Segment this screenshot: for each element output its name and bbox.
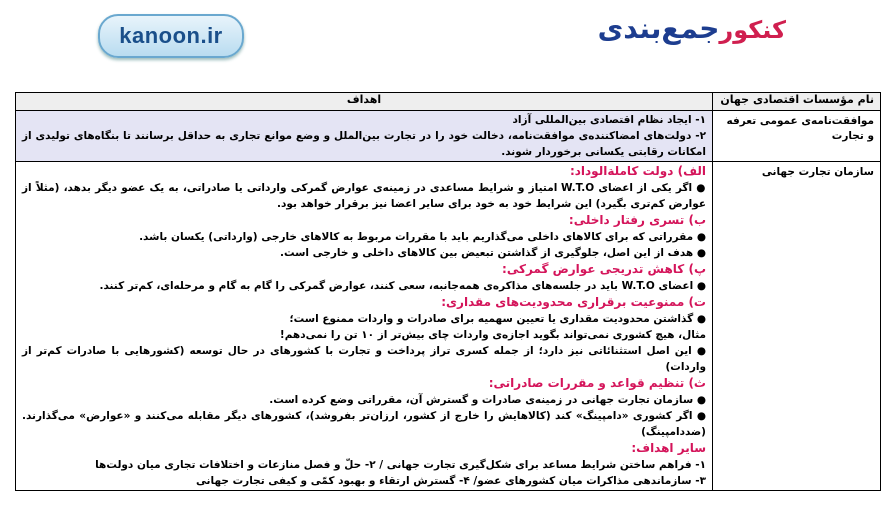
section-item: ● هدف از این اصل، جلوگیری از گذاشتن تبعیض بین کالاهای داخلی و خارجی است. <box>279 247 706 259</box>
kanoon-logo <box>98 14 244 58</box>
section-item: ۱- فراهم ساختن شرایط مساعد برای شکل‌گیری تجارت جهانی / ۲- حلّ و فصل منازعات و اختلافات تجاری میان دولت‌ها <box>95 459 706 471</box>
section-title: ث) تنظیم قواعد و مقررات صادراتی: <box>488 376 706 390</box>
institution-name-wto: سازمان تجارت جهانی <box>713 162 881 491</box>
section-item: ● گذاشتن محدودیت مقداری یا تعیین سهمیه برای صادرات و واردات ممنوع است؛ <box>289 313 706 325</box>
logo-jambandi-text: جمع‌بندی <box>597 12 720 45</box>
institution-name-gatt: موافقت‌نامه‌ی عمومی تعرفه و تجارت <box>713 111 881 162</box>
table-row <box>16 162 881 491</box>
goals-gatt <box>16 111 713 162</box>
section-item: ● مقرراتی که برای کالاهای داخلی می‌گذاریم باید با مقررات مربوط به کالاهای خارجی (وارداتی) یکسان باشد. <box>139 231 706 243</box>
logo-konkur-text: کنکور <box>719 16 786 44</box>
kanoon-logo-text: kanoon.ir <box>119 23 223 48</box>
section-item: ● اعضای W.T.O باید در جلسه‌های مذاکره‌ی همه‌جانبه، سعی کنند، عوارض گمرکی را گام به گام و مرحله‌ای، کم‌تر کنند. <box>99 280 706 292</box>
section-title: سایر اهداف: <box>631 441 706 455</box>
header-goals: اهداف <box>16 93 713 111</box>
section-title: پ) کاهش تدریجی عوارض گمرکی: <box>502 262 706 276</box>
section-item: مثال، هیچ کشوری نمی‌تواند بگوید اجازه‌ی واردات چای بیش‌تر از ۱۰ تن را نمی‌دهم! <box>279 329 706 341</box>
section-item: ● اگر یکی از اعضای W.T.O امتیاز و شرایط مساعدی در زمینه‌ی عوارض گمرکی وارداتی یا صادراتی، به یک عضو دیگر بدهد، (مثلاً از عوارض کم‌تری بگیرد) این شرایط خود به خود برای سایر اعضا نیز برقرار خواهد بود. <box>22 182 706 210</box>
jambandi-konkur-logo <box>597 12 786 58</box>
section-title: ب) تسری رفتار داخلی: <box>568 213 706 227</box>
goal-line: ۲- دولت‌های امضاکننده‌ی موافقت‌نامه، دخالت خود را در تجارت بین‌الملل و وضع موانع تجاری به حداقل برسانند تا بنگاه‌های تولیدی از امکانات رقابتی یکسانی برخوردار شوند. <box>22 130 706 158</box>
goal-line: ۱- ایجاد نظام اقتصادی بین‌المللی آزاد <box>512 114 706 126</box>
section-item: ● سازمان تجارت جهانی در زمینه‌ی صادرات و گسترش آن، مقرراتی وضع کرده است. <box>269 394 706 406</box>
section-title: الف) دولت کاملة‌الوداد: <box>569 164 706 178</box>
section-item: ۳- سازماندهی مذاکرات میان کشورهای عضو/ ۴- گسترش ارتقاء و بهبود کمّی و کیفی تجارت جهانی <box>195 475 706 487</box>
section-item: ● اگر کشوری «دامپینگ» کند (کالاهایش را خارج از کشور، ارزان‌تر بفروشد)، کشورهای دیگر مقابله می‌کنند و «عوارض» می‌گذارند. (ضددامپینگ) <box>22 410 706 438</box>
economic-institutions-table <box>15 92 881 491</box>
section-item: ● این اصل استثنائاتی نیز دارد؛ از جمله کسری تراز پرداخت و تجارت با کشورهای در حال توسعه (کشورهایی با صادرات کم‌تر از واردات) <box>22 345 706 373</box>
goals-wto <box>16 162 713 491</box>
table-row <box>16 111 881 162</box>
header-institution-name: نام مؤسسات اقتصادی جهان <box>713 93 881 111</box>
section-title: ت) ممنوعیت برقراری محدودیت‌های مقداری: <box>441 295 706 309</box>
table-header-row <box>16 93 881 111</box>
